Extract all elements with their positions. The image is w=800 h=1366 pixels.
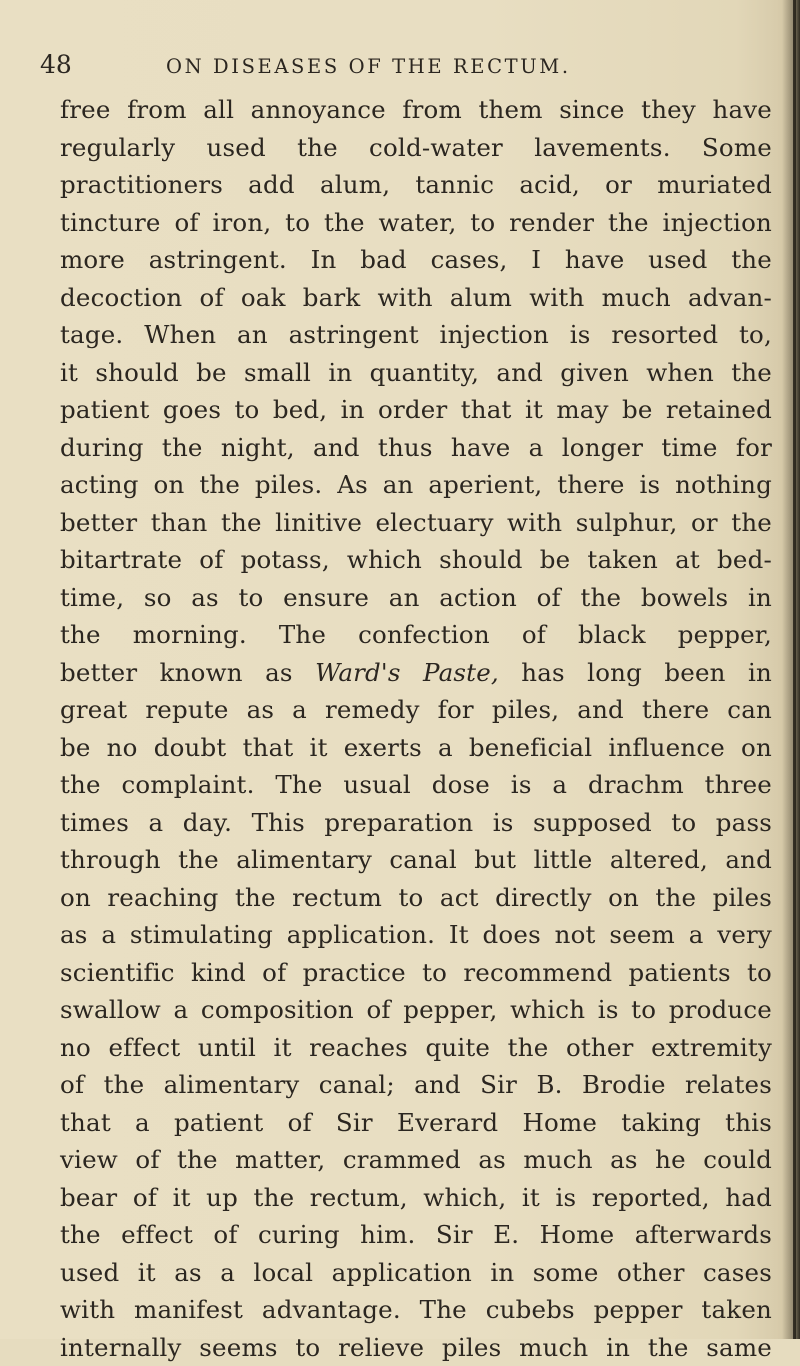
text-line: no effect until it reaches quite the other extremity <box>60 1029 772 1067</box>
italic-title: Ward's Paste, <box>315 658 499 687</box>
text-line: on reaching the rectum to act directly on the piles <box>60 879 772 917</box>
text-line: patient goes to bed, in order that it may be retained <box>60 391 772 429</box>
text-line: great repute as a remedy for piles, and there can <box>60 691 772 729</box>
text-segment: better known as <box>60 658 315 687</box>
text-line: the morning. The confection of black pepper, <box>60 616 772 654</box>
text-line: decoction of oak bark with alum with much advan- <box>60 279 772 317</box>
body-text <box>60 91 772 1366</box>
text-line: be no doubt that it exerts a beneficial influence on <box>60 729 772 767</box>
text-line: of the alimentary canal; and Sir B. Brodie relates <box>60 1066 772 1104</box>
text-line: bear of it up the rectum, which, it is reported, had <box>60 1179 772 1217</box>
text-line: as a stimulating application. It does not seem a very <box>60 916 772 954</box>
text-line: acting on the piles. As an aperient, there is nothing <box>60 466 772 504</box>
text-line: with manifest advantage. The cubebs pepper taken <box>60 1291 772 1329</box>
text-line: free from all annoyance from them since they have <box>60 91 772 129</box>
text-line: better than the linitive electuary with sulphur, or the <box>60 504 772 542</box>
text-line: the complaint. The usual dose is a drachm three <box>60 766 772 804</box>
page-number: 48 <box>40 50 72 80</box>
page-binding-shadow <box>782 0 800 1339</box>
text-line: time, so as to ensure an action of the bowels in <box>60 579 772 617</box>
text-line: more astringent. In bad cases, I have used the <box>60 241 772 279</box>
text-line: scientific kind of practice to recommend patients to <box>60 954 772 992</box>
text-line: bitartrate of potass, which should be taken at bed- <box>60 541 772 579</box>
text-line: during the night, and thus have a longer time for <box>60 429 772 467</box>
text-line-with-italic <box>60 654 772 692</box>
text-segment: has long been in <box>499 658 772 687</box>
text-line: view of the matter, crammed as much as he could <box>60 1141 772 1179</box>
running-head: ON DISEASES OF THE RECTUM. <box>166 54 571 80</box>
page-binding-edge <box>793 0 796 1339</box>
text-line: internally seems to relieve piles much in the same <box>60 1329 772 1366</box>
text-line: practitioners add alum, tannic acid, or muriated <box>60 166 772 204</box>
text-line: the effect of curing him. Sir E. Home afterwards <box>60 1216 772 1254</box>
text-line: it should be small in quantity, and given when the <box>60 354 772 392</box>
text-line: tage. When an astringent injection is resorted to, <box>60 316 772 354</box>
text-line: tincture of iron, to the water, to render the injection <box>60 204 772 242</box>
text-line: used it as a local application in some other cases <box>60 1254 772 1292</box>
text-line: swallow a composition of pepper, which is to produce <box>60 991 772 1029</box>
text-line: that a patient of Sir Everard Home taking this <box>60 1104 772 1142</box>
page-header <box>40 50 760 84</box>
text-line: times a day. This preparation is supposed to pass <box>60 804 772 842</box>
text-line: regularly used the cold-water lavements. Some <box>60 129 772 167</box>
text-line: through the alimentary canal but little altered, and <box>60 841 772 879</box>
